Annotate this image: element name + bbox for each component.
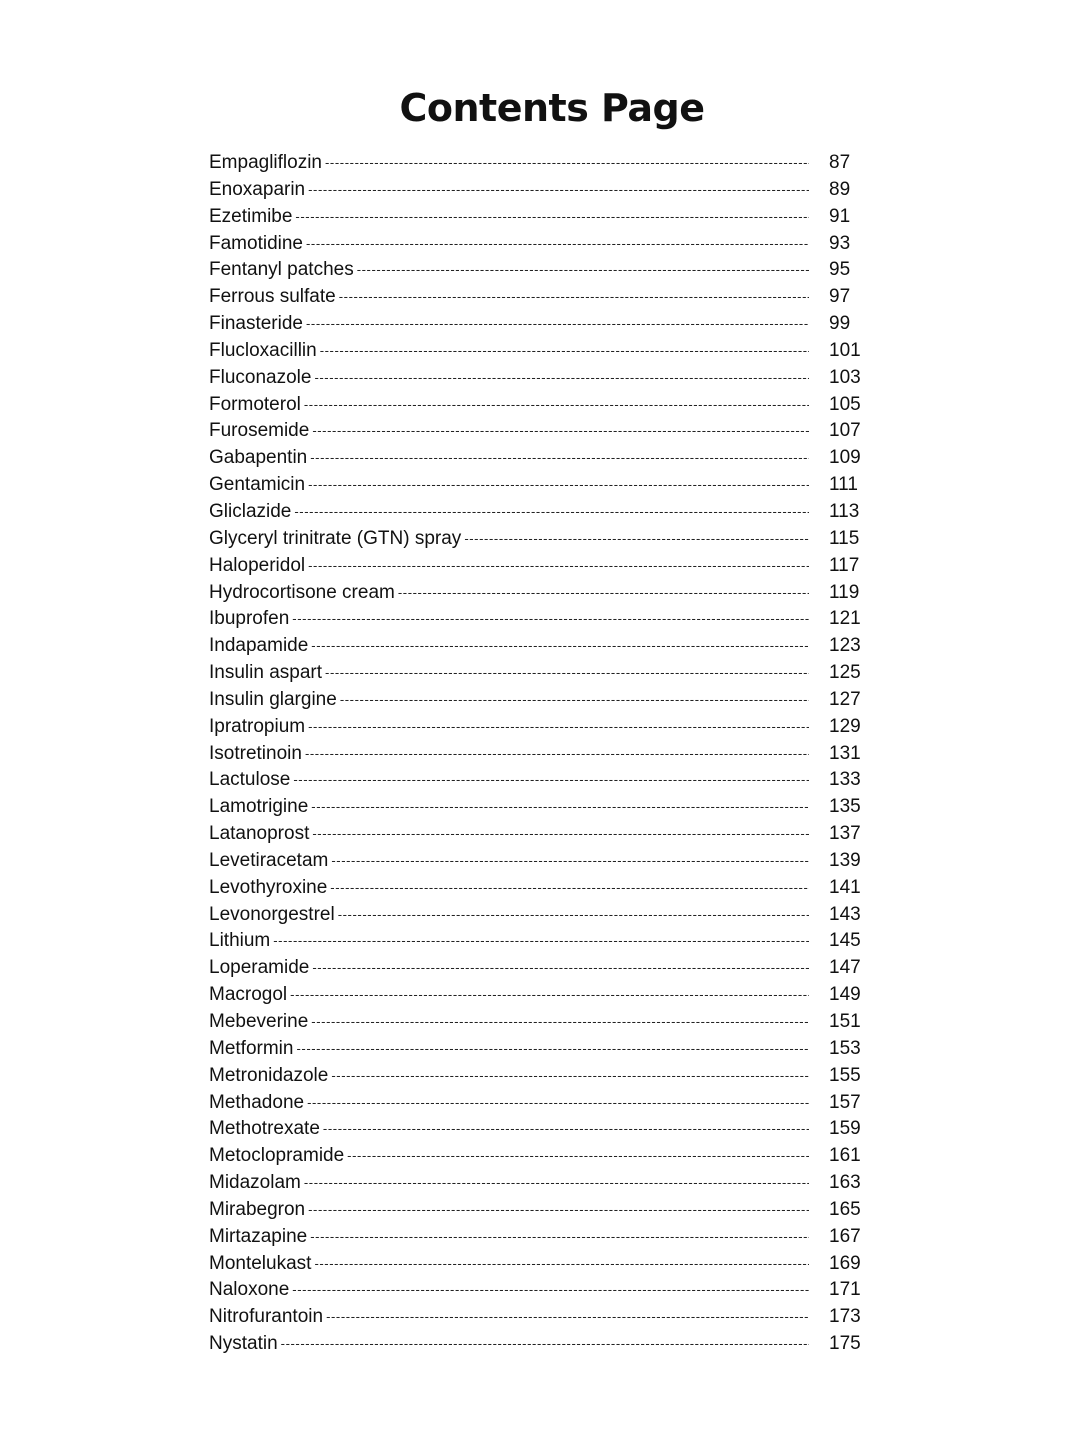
contents-entry[interactable] [209, 204, 869, 231]
entry-name: Lamotrigine [209, 796, 309, 818]
entry-page-number: 141 [829, 876, 861, 898]
entry-name: Levetiracetam [209, 849, 329, 871]
entry-name: Glyceryl trinitrate (GTN) spray [209, 527, 462, 549]
entry-name: Mirtazapine [209, 1225, 308, 1247]
entry-name: Methadone [209, 1091, 305, 1113]
entry-page-number: 161 [829, 1145, 861, 1167]
contents-entry[interactable] [209, 257, 869, 284]
dot-leader [314, 1251, 809, 1278]
dot-leader [331, 1063, 809, 1090]
dot-leader [292, 606, 809, 633]
dot-leader [338, 902, 809, 929]
page-title: Contents Page [399, 86, 705, 130]
entry-name: Macrogol [209, 984, 288, 1006]
entry-name: Gabapentin [209, 447, 308, 469]
entry-name: Ipratropium [209, 715, 306, 737]
contents-entry[interactable] [209, 499, 869, 526]
entry-name: Methotrexate [209, 1118, 320, 1140]
entry-name: Haloperidol [209, 554, 306, 576]
entry-page-number: 113 [829, 500, 860, 522]
contents-entry[interactable] [209, 1197, 869, 1224]
contents-entry[interactable] [209, 418, 869, 445]
contents-entry[interactable] [209, 928, 869, 955]
entry-page-number: 105 [829, 393, 861, 415]
entry-name: Fentanyl patches [209, 259, 354, 281]
contents-entry[interactable] [209, 714, 869, 741]
entry-name: Furosemide [209, 420, 310, 442]
entry-name: Isotretinoin [209, 742, 302, 764]
entry-page-number: 101 [829, 339, 861, 361]
dot-leader [464, 526, 809, 553]
contents-entry[interactable] [209, 741, 869, 768]
dot-leader [308, 714, 809, 741]
entry-page-number: 99 [829, 313, 851, 335]
entry-page-number: 95 [829, 259, 851, 281]
entry-name: Insulin aspart [209, 662, 323, 684]
contents-entry[interactable] [209, 982, 869, 1009]
entry-page-number: 93 [829, 232, 851, 254]
contents-entry[interactable] [209, 1331, 869, 1358]
dot-leader [312, 821, 809, 848]
contents-entry[interactable] [209, 687, 869, 714]
entry-page-number: 173 [829, 1306, 861, 1328]
entry-page-number: 127 [829, 688, 861, 710]
entry-page-number: 107 [829, 420, 861, 442]
contents-entry[interactable] [209, 1090, 869, 1117]
contents-entry[interactable] [209, 1116, 869, 1143]
contents-entry[interactable] [209, 1143, 869, 1170]
entry-name: Lithium [209, 930, 271, 952]
dot-leader [305, 741, 809, 768]
entry-page-number: 131 [829, 742, 861, 764]
entry-page-number: 129 [829, 715, 861, 737]
entry-name: Ferrous sulfate [209, 286, 336, 308]
contents-entry[interactable] [209, 1224, 869, 1251]
contents-entry[interactable] [209, 1009, 869, 1036]
entry-page-number: 121 [829, 608, 861, 630]
entry-page-number: 167 [829, 1225, 861, 1247]
contents-entry[interactable] [209, 794, 869, 821]
entry-page-number: 135 [829, 796, 861, 818]
entry-page-number: 87 [829, 152, 851, 173]
entry-name: Lactulose [209, 769, 291, 791]
entry-name: Gentamicin [209, 474, 306, 496]
dot-leader [320, 338, 809, 365]
dot-leader [308, 1197, 809, 1224]
contents-entry[interactable] [209, 1277, 869, 1304]
entry-page-number: 163 [829, 1172, 861, 1194]
entry-name: Ezetimibe [209, 205, 293, 227]
entry-page-number: 119 [829, 581, 860, 603]
entry-page-number: 175 [829, 1333, 861, 1355]
dot-leader [398, 580, 809, 607]
entry-page-number: 143 [829, 903, 861, 925]
dot-leader [307, 1090, 809, 1117]
dot-leader [312, 955, 809, 982]
contents-entry[interactable] [209, 606, 869, 633]
entry-name: Gliclazide [209, 500, 292, 522]
dot-leader [310, 1224, 809, 1251]
entry-name: Empagliflozin [209, 152, 322, 173]
dot-leader [306, 231, 809, 258]
entry-name: Levothyroxine [209, 876, 328, 898]
entry-name: Mebeverine [209, 1011, 309, 1032]
entry-page-number: 157 [829, 1091, 861, 1113]
entry-page-number: 115 [829, 527, 860, 549]
contents-entry[interactable] [209, 1170, 869, 1197]
dot-leader [339, 284, 809, 311]
contents-entry[interactable] [209, 553, 869, 580]
entry-page-number: 155 [829, 1064, 861, 1086]
entry-name: Enoxaparin [209, 178, 306, 200]
entry-name: Naloxone [209, 1279, 290, 1301]
dot-leader [330, 875, 809, 902]
dot-leader [304, 392, 809, 419]
dot-leader [340, 687, 809, 714]
entry-page-number: 103 [829, 366, 861, 388]
entry-name: Indapamide [209, 635, 309, 657]
entry-name: Metoclopramide [209, 1145, 345, 1167]
contents-entry[interactable] [209, 955, 869, 982]
entry-name: Ibuprofen [209, 608, 290, 630]
dot-leader [306, 311, 809, 338]
entry-name: Loperamide [209, 957, 310, 979]
entry-page-number: 109 [829, 447, 861, 469]
contents-entry[interactable] [209, 1304, 869, 1331]
entry-page-number: 97 [829, 286, 851, 308]
entry-name: Latanoprost [209, 823, 310, 845]
contents-entry[interactable] [209, 1251, 869, 1278]
entry-name: Levonorgestrel [209, 903, 335, 925]
entry-page-number: 171 [829, 1279, 861, 1301]
dot-leader [325, 150, 809, 177]
entry-page-number: 123 [829, 635, 861, 657]
dot-leader [281, 1331, 809, 1358]
dot-leader [308, 472, 809, 499]
entry-name: Insulin glargine [209, 688, 337, 710]
dot-leader [292, 1277, 809, 1304]
dot-leader [290, 982, 809, 1009]
entry-page-number: 149 [829, 984, 861, 1006]
contents-entry[interactable] [209, 472, 869, 499]
entry-name: Finasteride [209, 313, 303, 335]
dot-leader [308, 553, 809, 580]
contents-entry[interactable] [209, 365, 869, 392]
contents-entry[interactable] [209, 902, 869, 929]
dot-leader [326, 1304, 809, 1331]
dot-leader [293, 767, 809, 794]
dot-leader [311, 794, 809, 821]
contents-entry[interactable] [209, 177, 869, 204]
entry-name: Mirabegron [209, 1198, 306, 1220]
dot-leader [308, 177, 809, 204]
dot-leader [312, 418, 809, 445]
entry-page-number: 165 [829, 1198, 861, 1220]
dot-leader [325, 660, 809, 687]
contents-entry[interactable] [209, 848, 869, 875]
entry-page-number: 89 [829, 178, 851, 200]
entry-page-number: 145 [829, 930, 861, 952]
entry-page-number: 147 [829, 957, 861, 979]
entry-name: Flucloxacillin [209, 339, 317, 361]
contents-entry[interactable] [209, 767, 869, 794]
dot-leader [294, 499, 809, 526]
dot-leader [323, 1116, 809, 1143]
contents-entry[interactable] [209, 284, 869, 311]
contents-entry[interactable] [209, 392, 869, 419]
dot-leader [311, 633, 809, 660]
dot-leader [310, 445, 809, 472]
entry-page-number: 151 [829, 1011, 861, 1032]
entry-page-number: 133 [829, 769, 861, 791]
entry-name: Nystatin [209, 1333, 278, 1355]
entry-name: Famotidine [209, 232, 303, 254]
contents-entry[interactable] [209, 311, 869, 338]
contents-entry[interactable] [209, 1036, 869, 1063]
entry-page-number: 91 [829, 205, 851, 227]
entry-name: Montelukast [209, 1252, 312, 1274]
entry-page-number: 137 [829, 823, 861, 845]
entry-name: Hydrocortisone cream [209, 581, 395, 603]
entry-page-number: 139 [829, 849, 861, 871]
entry-name: Formoterol [209, 393, 301, 415]
entry-name: Midazolam [209, 1172, 301, 1194]
contents-entry[interactable] [209, 821, 869, 848]
contents-list [209, 150, 869, 1358]
entry-name: Metformin [209, 1037, 294, 1059]
dot-leader [295, 204, 809, 231]
contents-entry[interactable] [209, 1063, 869, 1090]
dot-leader [311, 1009, 809, 1036]
dot-leader [347, 1143, 809, 1170]
dot-leader [314, 365, 809, 392]
contents-entry[interactable] [209, 580, 869, 607]
dot-leader [273, 928, 809, 955]
contents-entry[interactable] [209, 660, 869, 687]
entry-name: Nitrofurantoin [209, 1306, 324, 1328]
entry-name: Metronidazole [209, 1064, 329, 1086]
entry-page-number: 169 [829, 1252, 861, 1274]
dot-leader [331, 848, 809, 875]
contents-entry[interactable] [209, 875, 869, 902]
entry-name: Fluconazole [209, 366, 312, 388]
contents-entry[interactable] [209, 633, 869, 660]
entry-page-number: 153 [829, 1037, 861, 1059]
entry-page-number: 117 [829, 554, 860, 576]
dot-leader [304, 1170, 809, 1197]
entry-page-number: 159 [829, 1118, 861, 1140]
contents-entry[interactable] [209, 231, 869, 258]
contents-entry[interactable] [209, 526, 869, 553]
contents-entry[interactable] [209, 338, 869, 365]
dot-leader [296, 1036, 809, 1063]
dot-leader [357, 257, 809, 284]
contents-entry[interactable] [209, 150, 869, 177]
contents-entry[interactable] [209, 445, 869, 472]
entry-page-number: 111 [829, 474, 858, 496]
entry-page-number: 125 [829, 662, 861, 684]
